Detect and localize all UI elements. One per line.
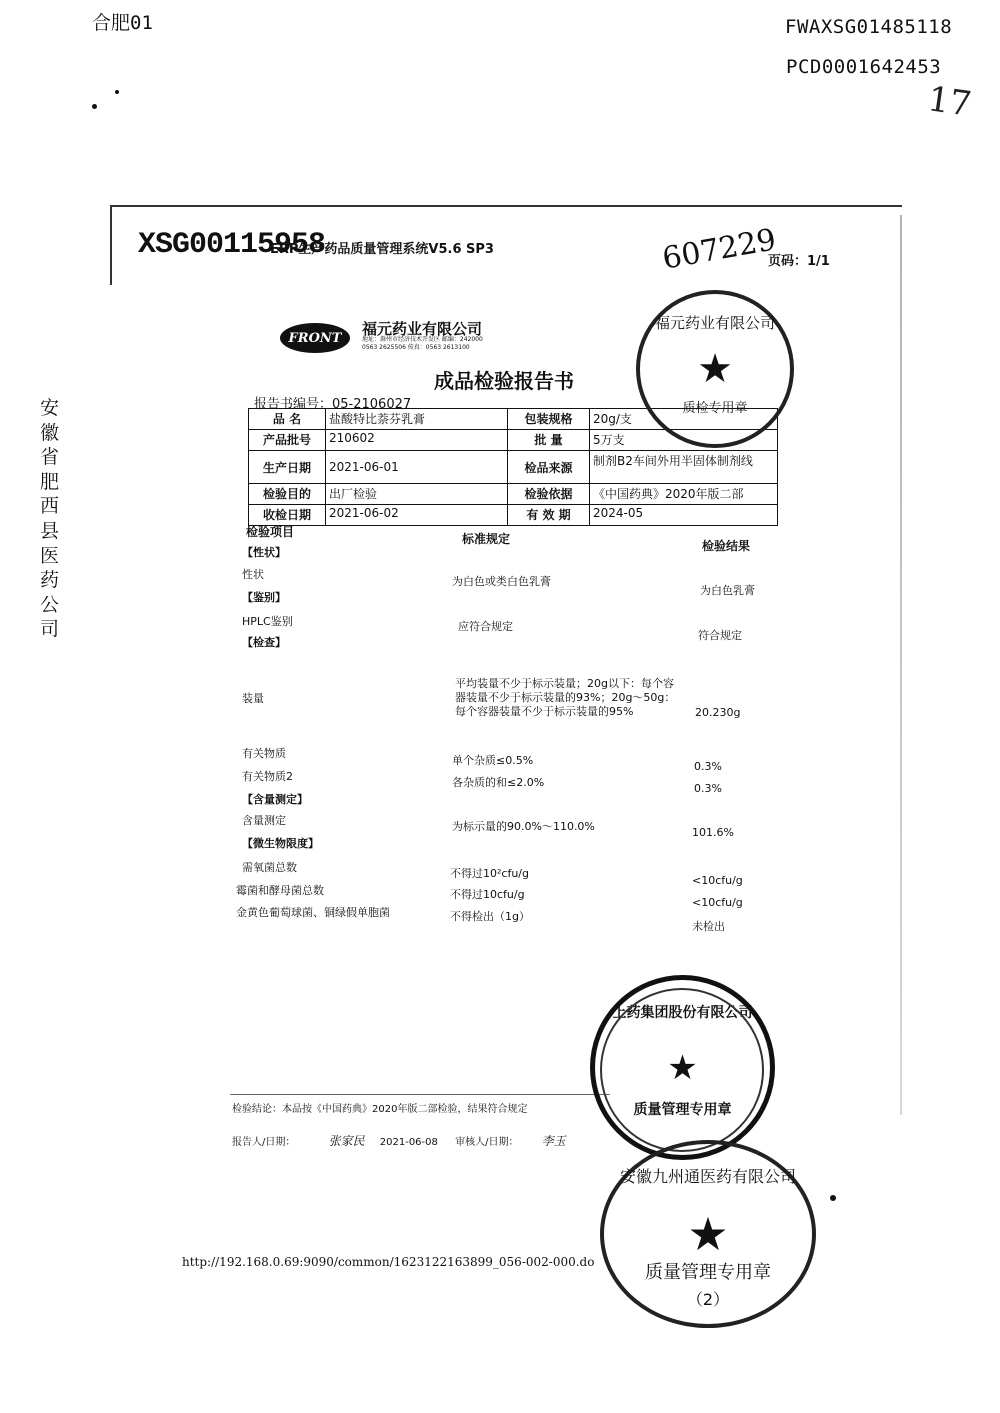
table-label: 有 效 期 [508, 505, 590, 526]
report-date: 2021-06-08 [379, 1137, 438, 1148]
test-item: 霉菌和酵母菌总数 [236, 884, 324, 897]
test-result: 101.6% [692, 826, 734, 839]
company-phone: 0563 2625506 传真：0563 2613100 [362, 344, 470, 351]
company-logo: FRONT [280, 323, 350, 353]
table-row [249, 484, 778, 505]
document-id: XSG00115958 [138, 228, 326, 262]
inspection-conclusion: 检验结论：本品按《中国药典》2020年版二部检验，结果符合规定 [232, 1104, 528, 1115]
speck [115, 90, 119, 94]
test-item: HPLC鉴别 [242, 615, 293, 628]
table-label: 批 量 [508, 430, 590, 451]
speck [92, 104, 97, 109]
table-value: 出厂检验 [326, 484, 508, 505]
test-item: 金黄色葡萄球菌、铜绿假单胞菌 [236, 906, 390, 919]
stamp-text: 安徽九州通医药有限公司 [619, 1167, 796, 1186]
test-standard: 不得过10cfu/g [450, 888, 525, 901]
vertical-side-text: 安徽省肥西县医药公司 [40, 397, 60, 641]
test-item: 有关物质 [242, 747, 286, 760]
report-title: 成品检验报告书 [434, 369, 574, 393]
test-result: 0.3% [694, 760, 722, 773]
table-label: 品 名 [249, 409, 326, 430]
test-result: 20.230g [695, 706, 741, 719]
company-seal-stamp [636, 290, 794, 448]
scan-edge [110, 205, 112, 285]
handwritten-page-number: 17 [925, 79, 974, 125]
test-result: <10cfu/g [692, 896, 743, 909]
star-icon: ★ [697, 346, 733, 392]
speck [830, 1195, 836, 1201]
test-item: 含量测定 [242, 814, 286, 827]
test-result: <10cfu/g [692, 874, 743, 887]
system-title: ERP生产药品质量管理系统V5.6 SP3 [270, 242, 494, 257]
qa-seal-stamp [600, 1140, 816, 1328]
table-label: 产品批号 [249, 430, 326, 451]
section-heading: 【检查】 [242, 636, 286, 649]
table-value: 盐酸特比萘芬乳膏 [326, 409, 508, 430]
section-heading: 【含量测定】 [242, 793, 308, 806]
reporter-signature: 张家民 [328, 1134, 365, 1148]
test-standard: 为白色或类白色乳膏 [452, 575, 551, 588]
company-name: 福元药业有限公司 [362, 320, 483, 338]
test-standard: 单个杂质≤0.5% [452, 754, 534, 767]
stamp-text: 上药集团股份有限公司 [612, 1005, 753, 1021]
table-value: 2024-05 [590, 505, 778, 526]
column-header-result: 检验结果 [702, 539, 751, 553]
report-number: 报告书编号：05-2106027 [254, 397, 412, 412]
page-number: 页码：1/1 [768, 254, 830, 269]
reviewer-signature: 李玉 [541, 1134, 566, 1148]
source-url: http://192.168.0.69:9090/common/1623122163899_056-002-000.do [182, 1255, 595, 1269]
test-standard: 平均装量不少于标示装量；20g以下：每个容器装量不少于标示装量的93%；20g～50g：每个容器装量不少于标示装量的95% [455, 677, 676, 718]
table-label: 检品来源 [508, 451, 590, 484]
company-contact [362, 336, 562, 352]
signers-line [232, 1132, 566, 1149]
test-item: 有关物质2 [242, 770, 293, 783]
table-label: 检验依据 [508, 484, 590, 505]
section-heading: 【微生物限度】 [242, 837, 319, 850]
reviewer-label: 审核人/日期： [455, 1137, 519, 1148]
tracking-code-1: FWAXSG01485118 [785, 16, 953, 38]
table-value: 《中国药典》2020年版二部 [590, 484, 778, 505]
divider [230, 1094, 610, 1095]
star-icon: ★ [687, 1207, 729, 1261]
test-result: 符合规定 [698, 629, 742, 642]
column-header-item: 检验项目 [246, 525, 295, 539]
corner-label-top-left: 合肥01 [92, 12, 153, 34]
stamp-text: 福元药业有限公司 [654, 314, 775, 332]
table-row [249, 451, 778, 484]
test-standard: 为标示量的90.0%～110.0% [452, 820, 595, 833]
section-heading: 【性状】 [242, 546, 286, 559]
star-icon: ★ [667, 1047, 698, 1088]
test-result: 为白色乳膏 [700, 584, 755, 597]
column-header-standard: 标准规定 [462, 532, 511, 546]
tracking-code-2: PCD0001642453 [786, 56, 942, 78]
table-value: 2021-06-02 [326, 505, 508, 526]
test-standard: 不得检出（1g） [450, 910, 530, 923]
stamp-subtext: 质量管理专用章 [645, 1262, 771, 1283]
table-value: 210602 [326, 430, 508, 451]
company-address: 地址：滁州市经济技术开发区 邮编：242000 [362, 336, 483, 343]
stamp-number: （2） [686, 1290, 730, 1309]
test-result: 未检出 [692, 920, 725, 933]
table-value: 制剂B2车间外用半固体制剂线 [590, 451, 778, 484]
section-heading: 【鉴别】 [242, 591, 286, 604]
stamp-subtext: 质量管理专用章 [633, 1102, 732, 1118]
table-value: 2021-06-01 [326, 451, 508, 484]
table-label: 收检日期 [249, 505, 326, 526]
test-item: 需氧菌总数 [242, 861, 297, 874]
scan-edge [900, 215, 902, 1115]
test-item: 性状 [242, 568, 264, 581]
reporter-label: 报告人/日期： [232, 1137, 296, 1148]
handwritten-number: 607229 [659, 222, 779, 277]
test-standard: 不得过10²cfu/g [450, 867, 529, 880]
table-label: 生产日期 [249, 451, 326, 484]
table-label: 包装规格 [508, 409, 590, 430]
stamp-subtext: 质检专用章 [682, 401, 748, 416]
table-value: 20g/支 [590, 409, 778, 430]
test-result: 0.3% [694, 782, 722, 795]
table-value: 5万支 [590, 430, 778, 451]
inner-ring [600, 988, 764, 1152]
table-label: 检验目的 [249, 484, 326, 505]
test-item: 装量 [242, 692, 264, 705]
test-standard: 各杂质的和≤2.0% [452, 776, 545, 789]
table-row [249, 505, 778, 526]
test-standard: 应符合规定 [458, 620, 513, 633]
